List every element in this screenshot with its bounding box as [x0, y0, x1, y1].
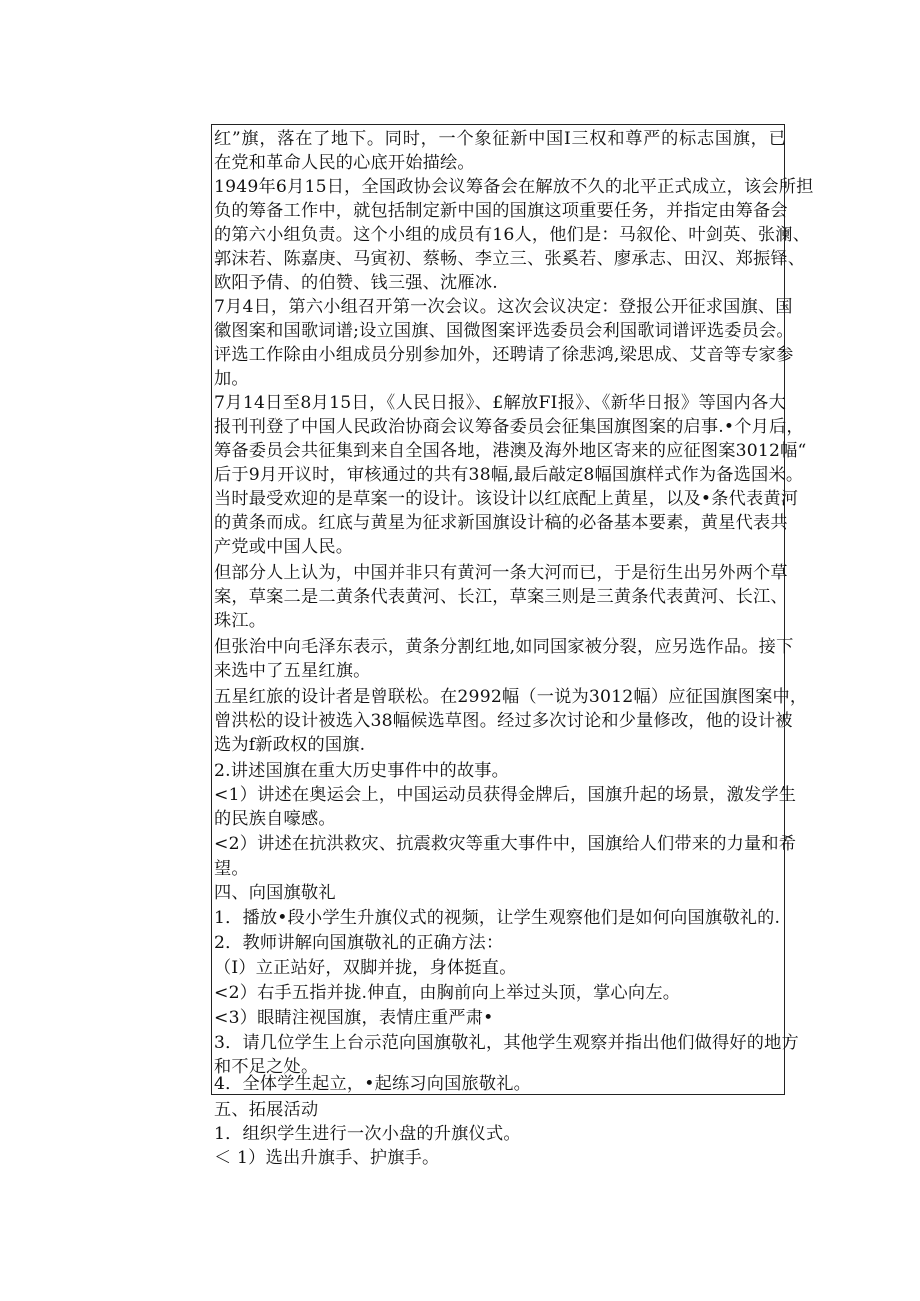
- list-item: 1．组织学生进行一次小盘的升旗仪式。: [214, 1124, 521, 1144]
- paragraph-line: 徽图案和国歌词谱;设立国旗、国微图案评选委员会利国歌词谱评选委员会。: [214, 321, 794, 341]
- paragraph-line: 来选中了五星红旗。: [214, 661, 371, 681]
- paragraph-line: 加。: [214, 369, 249, 389]
- paragraph-line: 报刊刊登了中国人民政治协商会议筹备委员会征集国旗图案的启事.•个月后，: [214, 417, 804, 437]
- list-item: ＜ 1）选出升旗手、护旗手。: [214, 1148, 440, 1168]
- paragraph-line: 当时最受欢迎的是草案一的设计。该设计以红底配上黄星，以及•条代表黄河: [214, 489, 799, 509]
- paragraph-line: 红”旗，落在了地下。同时，一个象征新中国I三权和尊严的标志国旗，已: [214, 129, 786, 149]
- paragraph-line: 的民族自嚎感。: [214, 809, 336, 829]
- paragraph-line: 但张治中向毛泽东表示，黄条分割红地,如同国家被分裂，应另选作品。接下: [214, 637, 794, 657]
- paragraph-line: 后于9月开议时，审核通过的共有38幅,最后敲定8幅国旗样式作为备选国米。: [214, 465, 804, 485]
- list-item: 3．请几位学生上台示范向国旗敬礼，其他学生观察并指出他们做得好的地方: [214, 1033, 799, 1053]
- paragraph-line: 产党或中国人民。: [214, 537, 354, 557]
- paragraph-line: 筹备委员会共征集到来自全国各地，港澳及海外地区寄来的应征图案3012幅“: [214, 441, 807, 461]
- paragraph-line: 曾洪松的设计被选入38幅候选草图。经过多次讨论和少量修改，他的设计被: [214, 711, 793, 731]
- list-item: （I）立正站好，双脚并拢，身体挺直。: [214, 958, 517, 978]
- list-item: <2）右手五指并拢.伸直，由胸前向上举过头顶，掌心向左。: [214, 983, 681, 1003]
- paragraph-line: 在党和革命人民的心底开始描绘。: [214, 153, 475, 173]
- paragraph-line: 选为f新政权的国旗.: [214, 735, 366, 755]
- list-item: 1．播放•段小学生升旗仪式的视频，让学生观察他们是如何向国旗敬礼的.: [214, 908, 781, 928]
- paragraph-line: 望。: [214, 859, 249, 879]
- paragraph-line: 负的筹备工作中，就包括制定新中国的国旗这项重要任务，并指定由筹备会: [214, 201, 788, 221]
- paragraph-line: 郭沫若、陈嘉庚、马寅初、蔡畅、李立三、张奚若、廖承志、田汉、郑振铎、: [214, 249, 806, 269]
- paragraph-line: 和不足之处。: [214, 1057, 319, 1077]
- list-item: 4．全体学生起立，•起练习向国旅敬礼。: [214, 1074, 532, 1094]
- section-heading: 五、拓展活动: [214, 1100, 319, 1120]
- paragraph-line: 欧阳予倩、的伯赞、钱三强、沈雁冰.: [214, 273, 498, 293]
- paragraph-line: <2）讲述在抗洪救灾、抗震救灾等重大事件中，国旗给人们带来的力量和希: [214, 834, 797, 854]
- list-item: 2．教师讲解向国旗敬礼的正确方法：: [214, 933, 504, 953]
- paragraph-line: 评选工作除由小组成员分别参加外，还聘请了徐悲鸿,梁思成、艾音等专家参: [214, 345, 794, 365]
- list-item: <3）眼睛注视国旗，表情庄重严肃•: [214, 1008, 494, 1028]
- paragraph-line: 的第六小组负责。这个小组的成员有16人，他们是：马叙伦、叶剑英、张澜、: [214, 225, 811, 245]
- paragraph-line: 7月4日，第六小组召开第一次会议。这次会议决定：登报公开征求国旗、国: [214, 297, 793, 317]
- section-heading: 四、向国旗敬礼: [214, 883, 336, 903]
- paragraph-line: 7月14日至8月15日，《人民日报》、£解放FI报》、《新华日报》等国内各大: [214, 393, 786, 413]
- paragraph-line: 五星红旅的设计者是曾联松。在2992幅（一说为3012幅）应征国旗图案中，: [214, 687, 808, 707]
- paragraph-line: 但部分人上认为，中国并非只有黄河一条大河而已，于是衍生出另外两个草: [214, 563, 788, 583]
- paragraph-line: 的黄条而成。红底与黄星为征求新国旗设计稿的必备基本要素，黄星代表共: [214, 513, 788, 533]
- section-item: 2.讲述国旗在重大历史事件中的故事。: [214, 761, 510, 781]
- paragraph-line: 珠江。: [214, 611, 267, 631]
- paragraph-line: <1）讲述在奥运会上，中国运动员获得金牌后，国旗升起的场景，激发学生: [214, 785, 797, 805]
- paragraph-line: 1949年6月15日，全国政协会议筹备会在解放不久的北平正式成立，该会所担: [214, 177, 814, 197]
- paragraph-line: 案，草案二是二黄条代表黄河、长江，草案三则是三黄条代表黄河、长江、: [214, 587, 788, 607]
